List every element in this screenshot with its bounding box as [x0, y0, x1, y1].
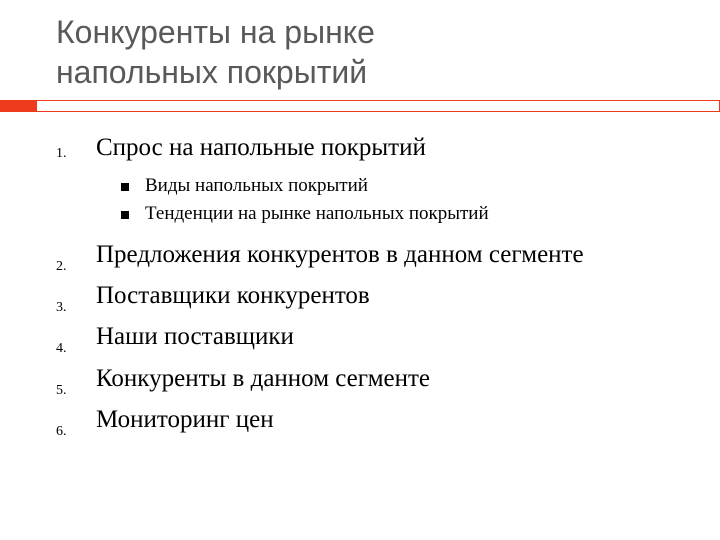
- list-number-4: 4.: [56, 341, 67, 356]
- list-item-1-text: Спрос на напольные покрытий: [96, 134, 426, 161]
- list-item-4-text: Наши поставщики: [96, 323, 294, 350]
- list-number-3: 3.: [56, 300, 67, 315]
- sub-item-2-text: Тенденции на рынке напольных покрытий: [145, 203, 489, 224]
- sub-item-1-text: Виды напольных покрытий: [145, 175, 368, 196]
- bullet-square-icon: [121, 183, 129, 191]
- list-item-2-text: Предложения конкурентов в данном сегменте: [96, 241, 584, 268]
- list-item-6-text: Мониторинг цен: [96, 406, 274, 433]
- list-number-6: 6.: [56, 424, 67, 439]
- list-item-5-text: Конкуренты в данном сегменте: [96, 365, 431, 392]
- list-number-2: 2.: [56, 259, 67, 274]
- title-line-2: напольных покрытий: [56, 54, 368, 90]
- bullet-square-icon: [121, 211, 129, 219]
- list-item-3-text: Поставщики конкурентов: [96, 282, 370, 309]
- list-number-1: 1.: [56, 146, 67, 161]
- title-line-1: Конкуренты на рынке: [56, 14, 375, 50]
- list-number-5: 5.: [56, 383, 67, 398]
